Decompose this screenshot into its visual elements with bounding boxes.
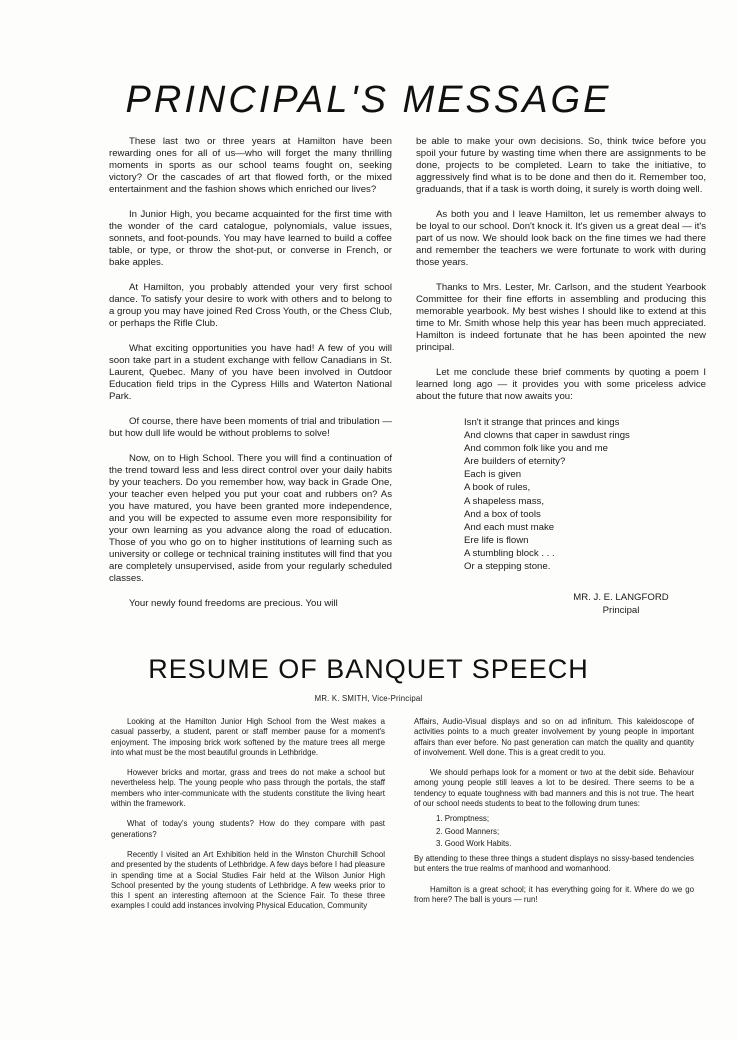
principal-message-right-column (416, 136, 706, 617)
list-item: 3. Good Work Habits. (436, 838, 512, 848)
poem-line: Or a stepping stone. (464, 561, 551, 573)
poem-line: And each must make (464, 521, 555, 533)
poem-line: Isn't it strange that princes and kings (464, 417, 620, 428)
principal-paragraph: Now, on to High School. There you will find a continuation of the trend toward less and less direct control over your daily habits by your teachers. Do you remember how, way back in Grade One, your teacher even helped you put your coat and rubbers on? As you have matured, you have been granted more independence, and you will be expected to assume even more responsibility for your own learning as you advance along the road of education. Those of you who go on to higher institutions of learning such as university or college or technical training institutes will find that you are completely unsupervised, aside from your regularly scheduled classes. (109, 453, 392, 584)
banquet-closing: Hamilton is a great school; it has everything going for it. Where do we go from here? The ball is yours — run! (414, 884, 694, 904)
poem (464, 416, 706, 573)
poem-line: A book of rules, (464, 482, 531, 494)
poem-line: Each is given (464, 469, 522, 481)
principal-message-left-column (109, 136, 392, 623)
principal-signature (536, 591, 706, 617)
banquet-speech-right-column (414, 717, 694, 915)
banquet-speech-byline: MR. K. SMITH, Vice-Principal (314, 694, 423, 703)
principal-paragraph: Of course, there have been moments of trial and tribulation — but how dull life would be without problems to solve! (109, 416, 392, 439)
poem-line: And a box of tools (464, 508, 541, 520)
banquet-paragraph: Recently I visited an Art Exhibition held in the Winston Churchill School and presented by the students of Lethbridge. A few days before I had pleasure in spending time at a Social Studies Fair held at the Wilson Junior High School presented by the young students of Lethbridge. A few weeks prior to this I spent an interesting afternoon at the Science Fair. To these three examples I could add instances involving Physical Education, Community (111, 849, 385, 911)
banquet-paragraph: By attending to these three things a student displays no sissy-based tendencies but enters the true realms of manhood and womanhood. (414, 853, 694, 874)
banquet-paragraph: Affairs, Audio-Visual displays and so on ad infinitum. This kaleidoscope of activities points to a much greater involvement by young people in important affairs than ever before. No past generation can match the quality and quantity of involvement. Well done. This is a great credit to you. (414, 717, 694, 757)
principal-paragraph: As both you and I leave Hamilton, let us remember always to be loyal to our school. Don't knock it. It's given us a great deal — it's part of us now. We should look back on the fine times we had there and remember the teachers we were fortunate to work with during those years. (416, 209, 706, 268)
banquet-paragraph: Looking at the Hamilton Junior High School from the West makes a casual passerby, a student, parent or staff member pause for a moment's enjoyment. The imposing brick work softened by the mature trees all merge into what must be the most beautiful grounds in Lethbridge. (111, 717, 385, 757)
drum-tunes-list (436, 813, 694, 850)
poem-line: Ere life is flown (464, 534, 529, 546)
banquet-speech-left-column (111, 717, 385, 922)
poem-line: A stumbling block . . . (464, 547, 555, 559)
poem-line: A shapeless mass, (464, 495, 544, 507)
poem-line: Are builders of eternity? (464, 456, 566, 468)
list-item: 2. Good Manners; (436, 826, 500, 836)
principal-paragraph: be able to make your own decisions. So, think twice before you spoil your future by wasting time when there are assignments to be done, projects to be completed. Learn to take the initiative, to aggressively find what is to be done and then do it. Remember too, graduands, that if a task is worth doing, it surely is worth doing well. (416, 136, 706, 195)
poem-line: And clowns that caper in sawdust rings (464, 430, 630, 442)
banquet-paragraph: However bricks and mortar, grass and trees do not make a school but nevertheless help. The young people who pass through the portals, the staff members who inter-communicate with the students constitute the living heart within the framework. (111, 768, 385, 809)
list-item: 1. Promptness; (436, 814, 490, 824)
principal-paragraph: These last two or three years at Hamilton have been rewarding ones for all of us—who will forget the many thrilling moments in sports as our school teams fought on, seeking victory? Or the cascades of art that flowed forth, or the mixed entertainment and the fashion shows which enriched our lives? (109, 136, 392, 195)
banquet-paragraph: We should perhaps look for a moment or two at the debit side. Behaviour among young people still leaves a lot to be desired. There seems to be a tendency to equate toughness with bad manners and this is not true. The heart of our school needs students to beat to the following drum tunes: (414, 768, 694, 809)
signature-name: MR. J. E. LANGFORD (573, 592, 669, 604)
principals-message-title: PRINCIPAL'S MESSAGE (125, 79, 612, 121)
principal-paragraph: In Junior High, you became acquainted for the first time with the wonder of the card catalogue, polynomials, value issues, sonnets, and foot-pounds. You may have learned to build a coffee table, or type, or throw the shot-put, or converse in French, or bake apples. (109, 209, 392, 268)
principal-paragraph: Your newly found freedoms are precious. You will (129, 598, 338, 609)
banquet-paragraph: What of today's young students? How do they compare with past generations? (111, 819, 385, 839)
principal-paragraph: Let me conclude these brief comments by quoting a poem I learned long ago — it provides you with some priceless advice about the future that now awaits you: (416, 367, 706, 402)
poem-line: And common folk like you and me (464, 443, 608, 455)
signature-title: Principal (602, 605, 640, 617)
principal-paragraph: What exciting opportunities you have had! A few of you will soon take part in a student exchange with fellow Canadians in St. Laurent, Quebec. Many of you have been involved in Outdoor Education field trips in the Cypress Hills and Waterton National Park. (109, 343, 392, 402)
principal-paragraph: Thanks to Mrs. Lester, Mr. Carlson, and the student Yearbook Committee for their fine efforts in assembling and producing this memorable yearbook. My best wishes I should like to extend at this time to Mr. Smith whose help this year has been much appreciated. Hamilton is indeed fortunate that he has been apointed the new principal. (416, 282, 706, 353)
principal-paragraph: At Hamilton, you probably attended your very first school dance. To satisfy your desire to work with others and to belong to a group you may have joined Red Cross Youth, or the Chess Club, or perhaps the Rifle Club. (109, 282, 392, 329)
banquet-speech-title: RESUME OF BANQUET SPEECH (148, 654, 589, 684)
